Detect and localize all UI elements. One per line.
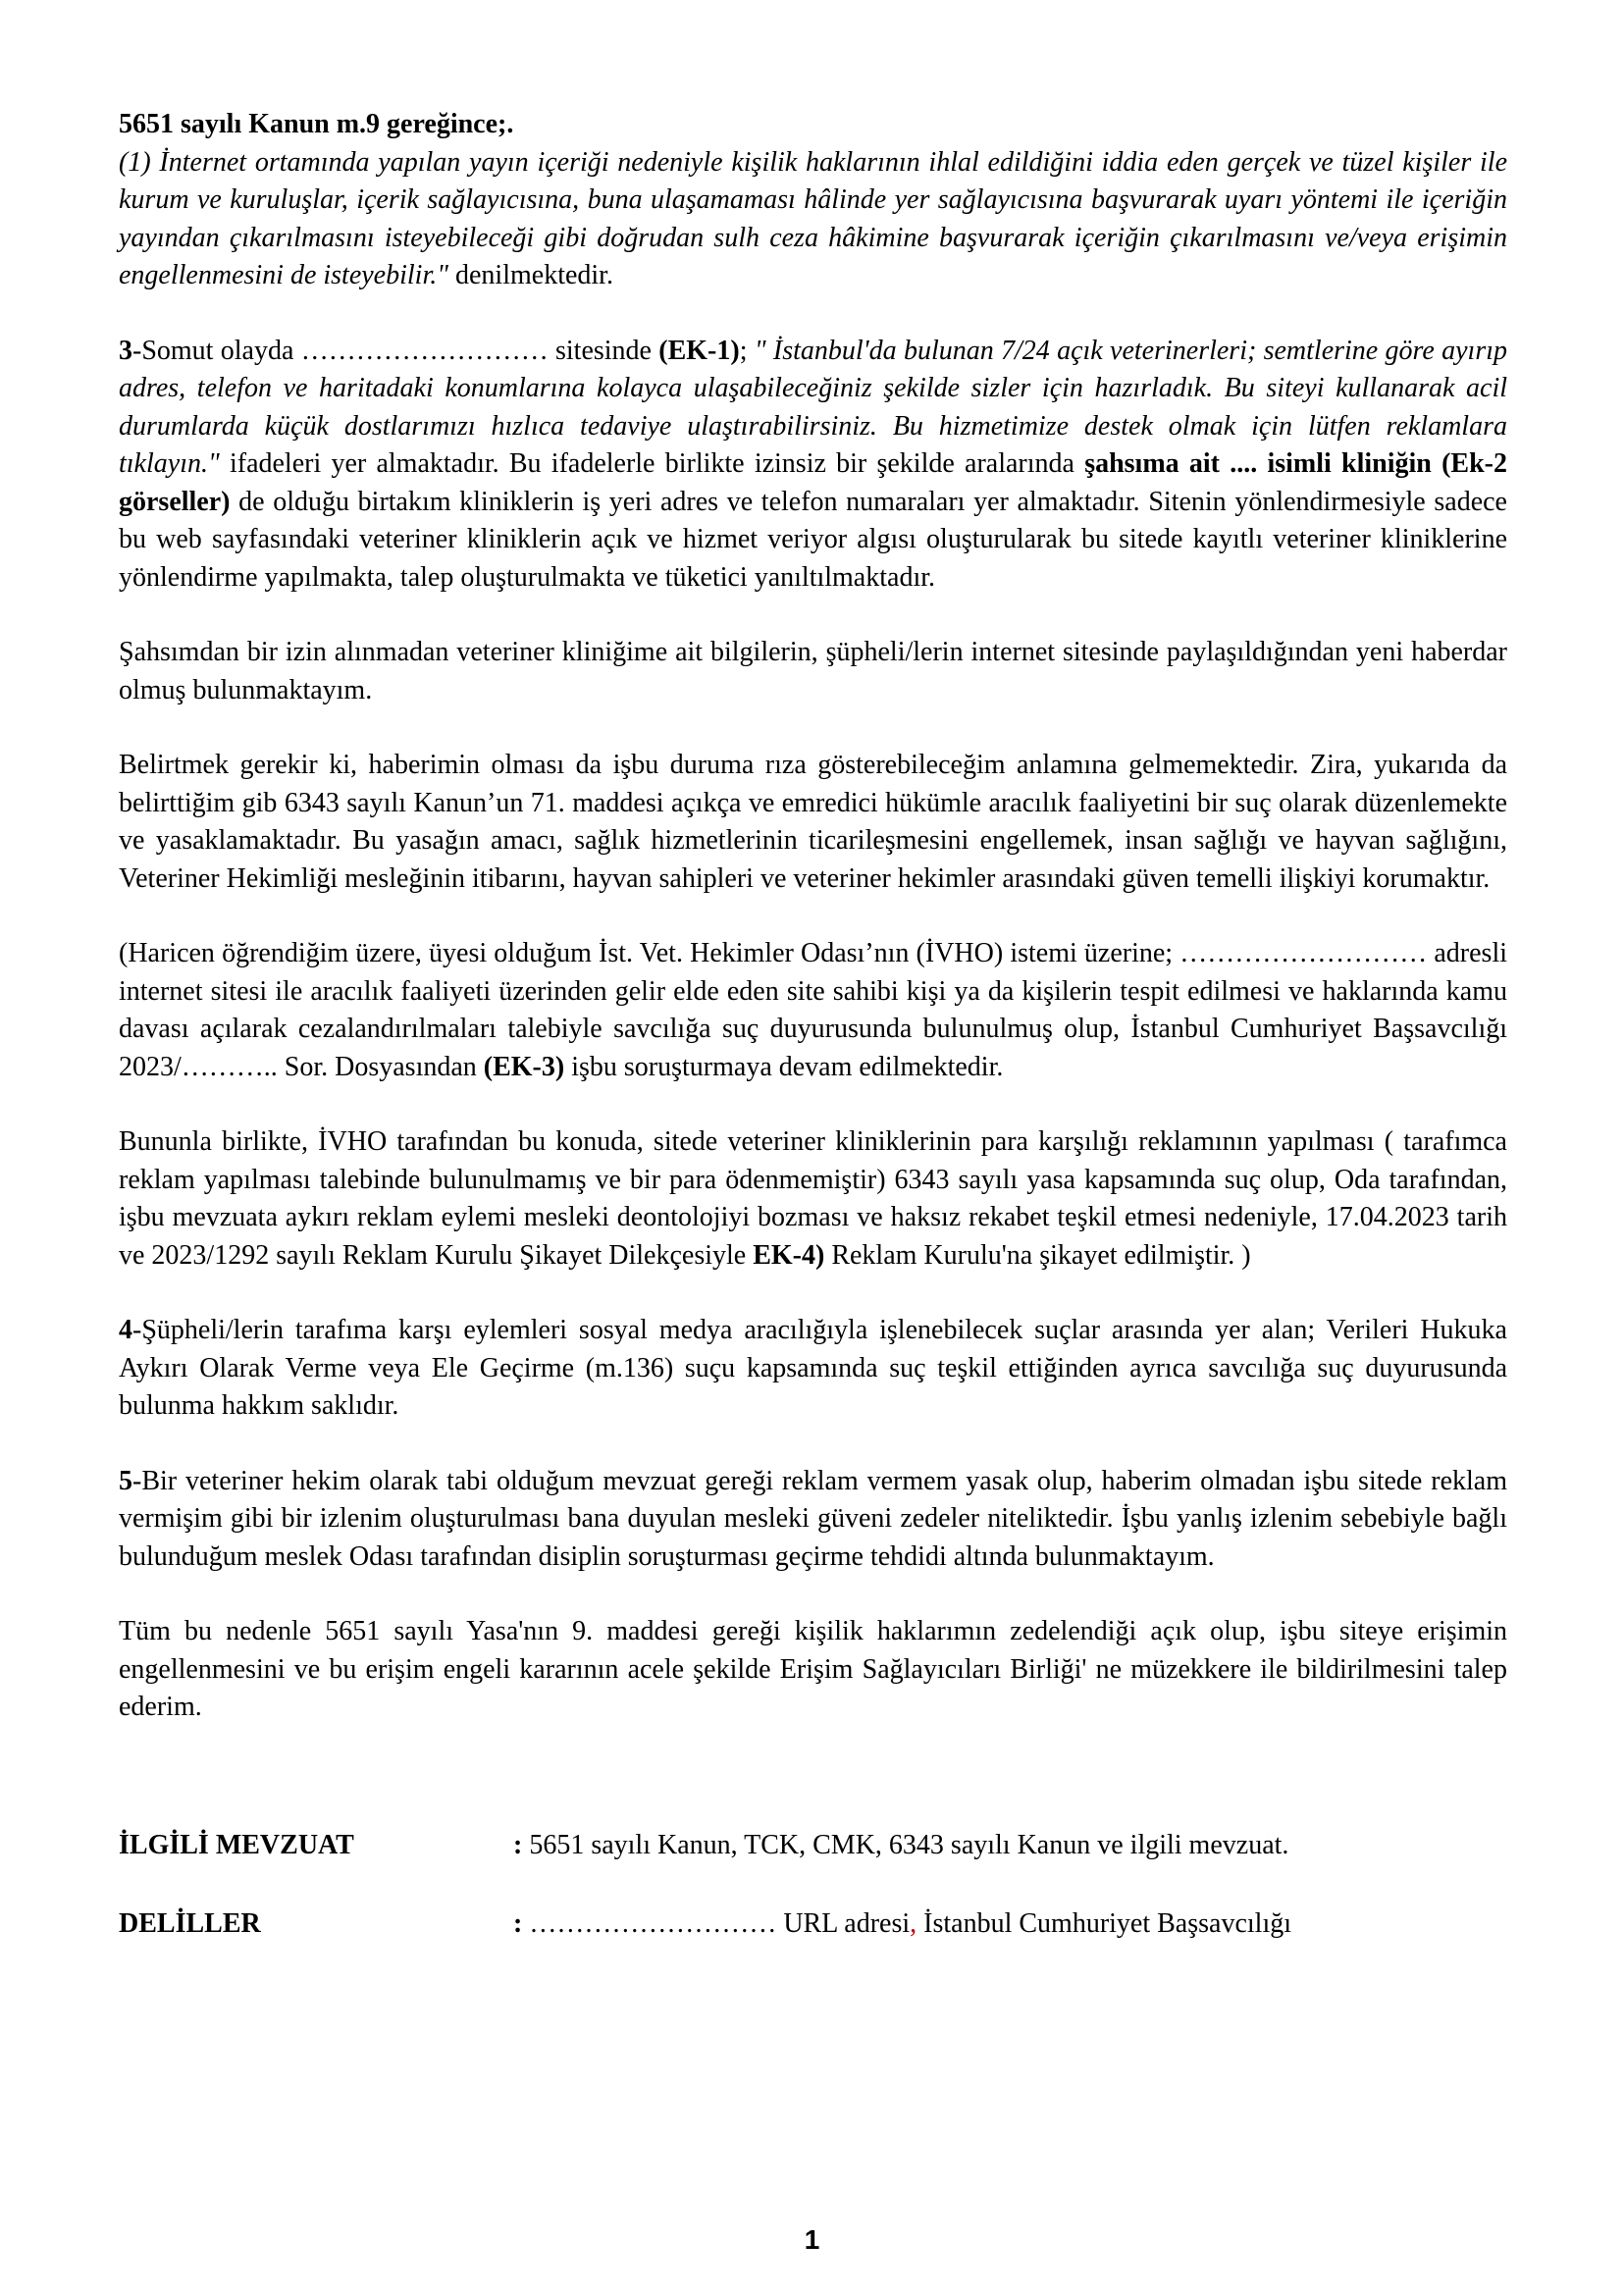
paragraph-advert-complaint: Bununla birlikte, İVHO tarafından bu konuda, sitede veteriner kliniklerinin para karşılığı reklamının yapılması ( tarafımca reklam yapılması talebinde bulunulmamış ve bir para ödenmemiştir) 6343 sayılı yasa kapsamında suç olup, Oda tarafından, işbu mevzuata aykırı reklam eylemi mesleki deontolojiyi bozması ve haksız rekabet teşkil etmesi nedeniyle, 17.04.2023 tarih ve 2023/1292 sayılı Reklam Kurulu Şikayet Dilekçesiyle EK-4) Reklam Kurulu'na şikayet edilmiştir. ) xyxy=(119,1126,1507,1271)
clinic-reference: şahsıma ait .... isimli kliniğin (Ek-2 görseller) xyxy=(119,448,1507,517)
legislation-label: İLGİLİ MEVZUAT xyxy=(119,1829,354,1860)
legislation-value: : 5651 sayılı Kanun, TCK, CMK, 6343 sayılı Kanun ve ilgili mevzuat. xyxy=(513,1829,1289,1860)
paragraph-3: 3-Somut olayda ……………………… sitesinde (EK-1); " İstanbul'da bulunan 7/24 açık veterinerleri; semtlerine göre ayırıp adres, telefon ve haritadaki konumlarına kolayca ulaşabileceğiniz şekilde sizler için hazırladık. Bu siteyi kullanarak acil durumlarda küçük dostlarımızı hızlıca tedaviye ulaştırabilirsiniz. Bu hizmetimize destek olmak için lütfen reklamlara tıklayın." ifadeleri yer almaktadır. Bu ifadelerle birlikte izinsiz bir şekilde aralarında şahsıma ait .... isimli kliniğin (Ek-2 görseller) de olduğu birtakım kliniklerin iş yeri adres ve telefon numaraları yer almaktadır. Sitenin yönlendirmesiyle sadece bu web sayfasındaki veteriner kliniklerin açık ve hizmet veriyor algısı oluşturularak bu sitede kayıtlı veteriner kliniklerine yönlendirme yapılmakta, talep oluşturulmakta ve tüketici yanıltılmaktadır. xyxy=(119,335,1508,593)
evidence-label: DELİLLER xyxy=(119,1908,261,1939)
site-quote: " İstanbul'da bulunan 7/24 açık veterinerleri; semtlerine göre ayırıp adres, telefon ve haritadaki konumlarına kolayca ulaşabileceğiniz şekilde sizler için hazırladık. Bu siteyi kullanarak acil durumlarda küçük dostlarımızı hızlıca tedaviye ulaştırabilirsiniz. Bu hizmetimize destek olmak için lütfen reklamlara tıklayın." xyxy=(119,335,1508,479)
paragraph-5: 5-Bir veteriner hekim olarak tabi olduğum mevzuat gereği reklam vermem yasak olup, haberim olmadan işbu sitede reklam vermişim gibi bir izlenim oluşturulması bana duyulan mesleki güveni zedeler niteliktedir. İşbu yanlış izlenim sebebiyle bağlı bulunduğum meslek Odası tarafından disiplin soruşturması geçirme tehdidi altında bulunmaktayım. xyxy=(119,1465,1507,1572)
legal-info-table xyxy=(119,1827,1507,1944)
law-quote: (1) İnternet ortamında yapılan yayın içeriği nedeniyle kişilik haklarının ihlal edildiğini iddia eden gerçek ve tüzel kişiler ile kurum ve kuruluşlar, içerik sağlayıcısına, buna ulaşamaması hâlinde yer sağlayıcısına başvurarak uyarı yöntemi ile içeriğin yayından çıkarılmasını isteyebileceği gibi doğrudan sulh ceza hâkimine başvurarak içeriğin çıkarılmasını ve/veya erişimin engellenmesini de isteyebilir." xyxy=(119,146,1507,290)
row-evidence xyxy=(119,1905,1507,1944)
paragraph-law-6343: Belirtmek gerekir ki, haberimin olması da işbu duruma rıza gösterebileceğim anlamına gelmemektedir. Zira, yukarıda da belirttiğim gib 6343 sayılı Kanun’un 71. maddesi açıkça ve emredici hükümle aracılık faaliyetini bir suç olarak düzenlemekte ve yasaklamaktadır. Bu yasağın amacı, sağlık hizmetlerinin ticarileşmesini engellemek, insan sağlığı ve hayvan sağlığını, Veteriner Hekimliği mesleğinin itibarını, hayvan sahipleri ve veteriner hekimler arasındaki güven temelli ilişkiyi korumaktır. xyxy=(119,750,1507,894)
evidence-value: : ……………………… URL adresi, İstanbul Cumhuriyet Başsavcılığı xyxy=(513,1908,1291,1939)
paragraph-ivho: (Haricen öğrendiğim üzere, üyesi olduğum İst. Vet. Hekimler Odası’nın (İVHO) istemi üzerine; ……………………… adresli internet sitesi ile aracılık faaliyeti üzerinden gelir elde eden site sahibi kişi ya da kişilerin tespit edilmesi ve haklarında kamu davası açılarak cezalandırılmaları talebiyle savcılığa suç duyurusunda bulunulmuş olup, İstanbul Cumhuriyet Başsavcılığı 2023/……….. Sor. Dosyasından (EK-3) işbu soruşturmaya devam edilmektedir. xyxy=(119,938,1507,1082)
annex-ek4: EK-4) xyxy=(753,1239,825,1271)
paragraph-4: 4-Şüpheli/lerin tarafıma karşı eylemleri sosyal medya aracılığıyla işlenebilecek suçlar arasında yer alan; Verileri Hukuka Aykırı Olarak Verme veya Ele Geçirme (m.136) suçu kapsamında suç teşkil ettiğinden ayrıca savcılığa suç duyurusunda bulunma hakkım saklıdır. xyxy=(119,1315,1507,1421)
paragraph-law-quote xyxy=(119,106,1507,295)
document-body xyxy=(119,106,1507,1944)
paragraph-number: 3 xyxy=(119,335,132,366)
annex-ek1: (EK-1) xyxy=(658,335,740,366)
paragraph-consent: Şahsımdan bir izin alınmadan veteriner kliniğime ait bilgilerin, şüpheli/lerin internet sitesinde paylaşıldığından yeni haberdar olmuş bulunmaktayım. xyxy=(119,637,1507,705)
page-number: 1 xyxy=(804,2224,820,2255)
paragraph-number: 4 xyxy=(119,1315,132,1345)
law-heading: 5651 sayılı Kanun m.9 gereğince;. xyxy=(119,109,514,139)
annex-ek3: (EK-3) xyxy=(483,1051,565,1082)
law-tail: denilmektedir. xyxy=(448,260,613,290)
paragraph-request: Tüm bu nedenle 5651 sayılı Yasa'nın 9. maddesi gereği kişilik haklarımın zedelendiği açık olup, işbu siteye erişimin engellenmesini ve bu erişim engeli kararının acele şekilde Erişim Sağlayıcıları Birliği' ne müzekkere ile bildirilmesini talep ederim. xyxy=(119,1616,1507,1722)
paragraph-number: 5 xyxy=(119,1465,132,1496)
row-legislation xyxy=(119,1827,1507,1865)
